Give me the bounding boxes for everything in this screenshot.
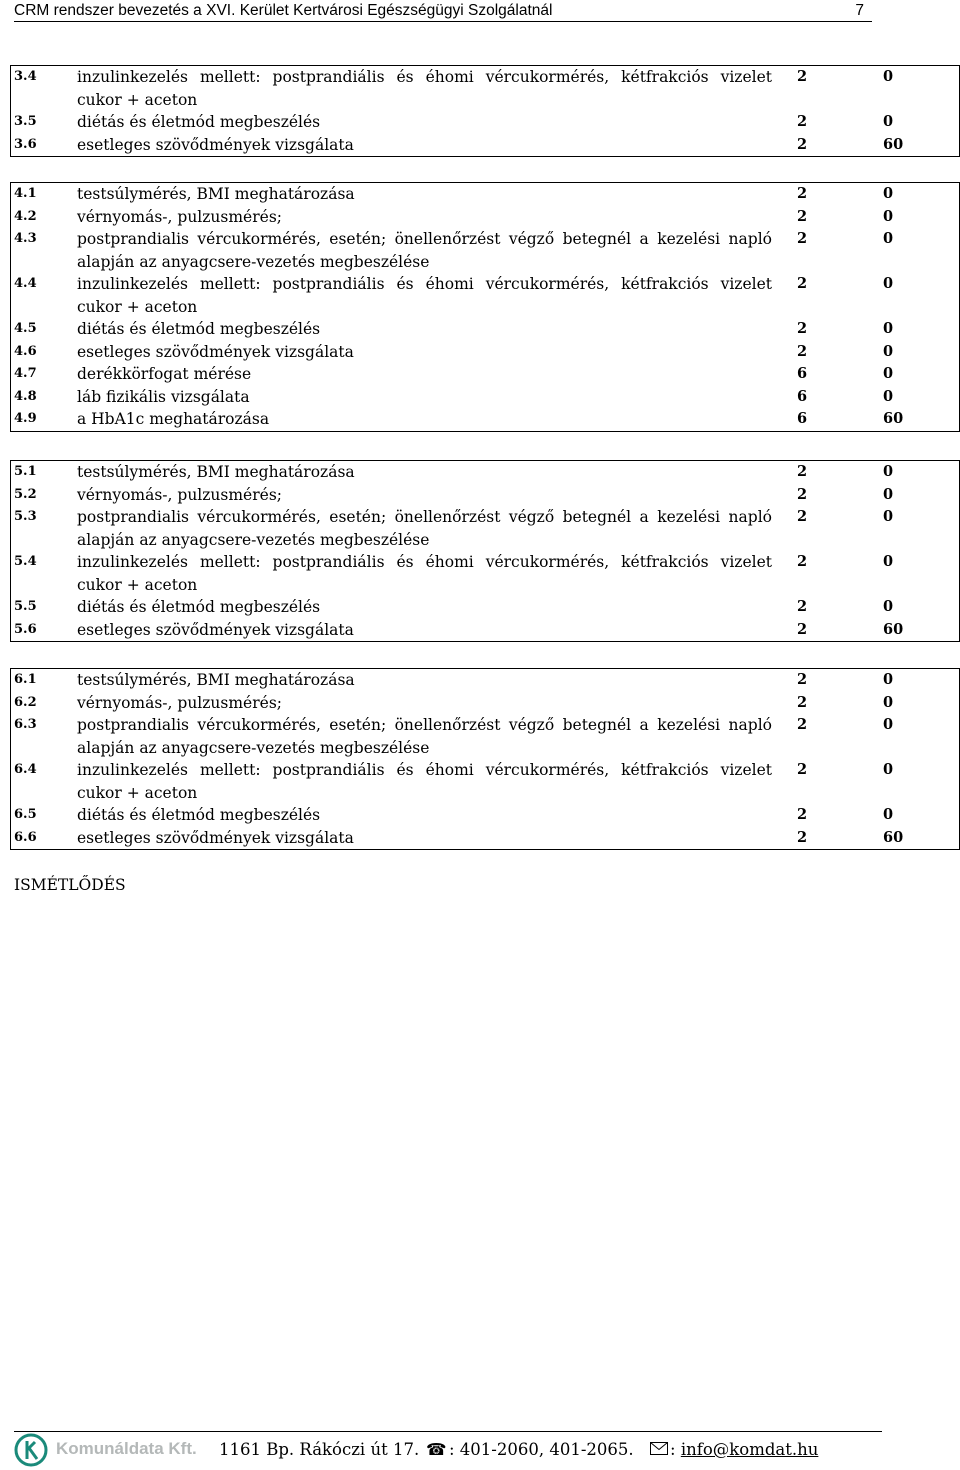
- row-number: 3.4: [14, 69, 37, 84]
- table-row: [11, 408, 959, 431]
- row-number: 6.2: [14, 694, 37, 710]
- table-row: [11, 804, 959, 827]
- table-row: [11, 341, 959, 364]
- row-number: 4.8: [14, 388, 37, 404]
- row-number: 6.4: [14, 762, 37, 777]
- row-number: 6.3: [14, 717, 37, 732]
- row-value-b: 0: [883, 68, 894, 85]
- row-value-b: 0: [883, 716, 894, 733]
- row-value-b: 60: [883, 135, 904, 153]
- row-value-a: 2: [797, 485, 808, 503]
- table-row: [11, 759, 959, 804]
- row-description: vérnyomás-, pulzusmérés;: [77, 693, 282, 712]
- row-value-b: 0: [883, 553, 894, 570]
- email-line: [670, 1440, 818, 1459]
- row-value-b: 0: [883, 185, 894, 202]
- footer-divider: [14, 1431, 882, 1432]
- row-number: 4.6: [14, 343, 37, 359]
- row-description: esetleges szövődmények vizsgálata: [77, 620, 354, 639]
- row-value-a: 2: [797, 553, 808, 570]
- row-number: 6.6: [14, 829, 37, 845]
- row-number: 5.5: [14, 599, 37, 614]
- row-value-b: 0: [883, 365, 894, 382]
- row-value-b: 0: [883, 508, 894, 525]
- row-value-a: 2: [797, 671, 808, 688]
- row-description: láb fizikális vizsgálata: [77, 387, 250, 406]
- row-value-a: 2: [797, 275, 808, 292]
- company-logo-icon: [14, 1433, 50, 1467]
- row-value-b: 0: [883, 207, 894, 225]
- row-number: 4.4: [14, 276, 37, 291]
- table-row: [11, 827, 959, 850]
- row-description: a HbA1c meghatározása: [77, 410, 270, 428]
- row-number: 5.4: [14, 554, 37, 569]
- row-value-a: 2: [797, 342, 808, 360]
- email-link[interactable]: info@komdat.hu: [680, 1440, 819, 1459]
- envelope-icon: [650, 1442, 668, 1455]
- row-value-a: 2: [797, 68, 808, 85]
- table-row: [11, 318, 959, 341]
- section-heading-repeat: ISMÉTLŐDÉS: [14, 876, 126, 894]
- row-description: inzulinkezelés mellett: postprandiális és éhomi vércukormérés, kétfrakciós vizelet cukor + aceton: [77, 553, 772, 594]
- checklist-table: [10, 668, 960, 850]
- row-number: 3.6: [14, 136, 37, 152]
- row-number: 5.3: [14, 509, 37, 524]
- row-description: postprandialis vércukormérés, esetén; önellenőrzést végző betegnél a kezelési napló alapján az anyagcsere-vezetés megbeszélése: [77, 716, 772, 757]
- row-number: 4.1: [14, 186, 37, 201]
- row-value-a: 2: [797, 230, 808, 247]
- table-row: [11, 461, 959, 484]
- row-number: 6.5: [14, 807, 37, 822]
- row-number: 5.2: [14, 486, 37, 502]
- row-value-a: 2: [797, 320, 808, 337]
- table-row: [11, 111, 959, 134]
- page-header: [14, 0, 872, 22]
- row-description: postprandialis vércukormérés, esetén; önellenőrzést végző betegnél a kezelési napló alapján az anyagcsere-vezetés megbeszélése: [77, 508, 772, 549]
- table-row: [11, 714, 959, 759]
- row-description: diétás és életmód megbeszélés: [77, 598, 321, 616]
- row-description: esetleges szövődmények vizsgálata: [77, 135, 354, 154]
- row-value-b: 0: [883, 463, 894, 480]
- table-row: [11, 183, 959, 206]
- row-value-a: 2: [797, 113, 808, 130]
- row-value-a: 2: [797, 693, 808, 711]
- row-description: inzulinkezelés mellett: postprandiális és éhomi vércukormérés, kétfrakciós vizelet cukor + aceton: [77, 68, 772, 109]
- row-description: diétás és életmód megbeszélés: [77, 320, 321, 338]
- row-value-b: 60: [883, 410, 904, 427]
- row-description: testsúlymérés, BMI meghatározása: [77, 671, 355, 689]
- table-row: [11, 363, 959, 386]
- table-row: [11, 134, 959, 157]
- row-value-a: 2: [797, 716, 808, 733]
- row-number: 4.3: [14, 231, 37, 246]
- table-row: [11, 596, 959, 619]
- row-value-b: 0: [883, 693, 894, 711]
- row-value-a: 2: [797, 463, 808, 480]
- row-description: vérnyomás-, pulzusmérés;: [77, 207, 282, 226]
- phone-numbers: : 401-2060, 401-2065.: [449, 1440, 634, 1459]
- row-value-b: 60: [883, 828, 904, 846]
- row-value-b: 0: [883, 113, 894, 130]
- row-value-a: 2: [797, 806, 808, 823]
- row-value-b: 0: [883, 320, 894, 337]
- row-value-a: 2: [797, 207, 808, 225]
- checklist-table: [10, 460, 960, 642]
- row-number: 4.5: [14, 321, 37, 336]
- row-value-b: 0: [883, 275, 894, 292]
- row-number: 3.5: [14, 114, 37, 129]
- row-value-b: 0: [883, 387, 894, 405]
- table-row: [11, 66, 959, 111]
- table-row: [11, 484, 959, 507]
- table-row: [11, 273, 959, 318]
- company-name: Komunáldata Kft.: [56, 1439, 197, 1458]
- phone-icon: ☎: [426, 1440, 447, 1459]
- row-description: vérnyomás-, pulzusmérés;: [77, 485, 282, 504]
- row-description: diétás és életmód megbeszélés: [77, 806, 321, 824]
- checklist-table: [10, 182, 960, 432]
- row-description: postprandialis vércukormérés, esetén; önellenőrzést végző betegnél a kezelési napló alapján az anyagcsere-vezetés megbeszélése: [77, 230, 772, 271]
- row-number: 4.7: [14, 366, 37, 381]
- document-title: CRM rendszer bevezetés a XVI. Kerület Kertvárosi Egészségügyi Szolgálatnál: [14, 2, 553, 19]
- row-description: testsúlymérés, BMI meghatározása: [77, 463, 355, 481]
- checklist-table: [10, 65, 960, 157]
- table-row: [11, 692, 959, 715]
- email-prefix: :: [670, 1440, 676, 1459]
- row-description: inzulinkezelés mellett: postprandiális és éhomi vércukormérés, kétfrakciós vizelet cukor + aceton: [77, 275, 772, 316]
- row-value-b: 0: [883, 230, 894, 247]
- table-row: [11, 228, 959, 273]
- row-value-a: 2: [797, 620, 808, 638]
- row-value-a: 2: [797, 185, 808, 202]
- row-value-a: 6: [797, 410, 808, 427]
- row-value-b: 0: [883, 598, 894, 615]
- row-number: 4.9: [14, 411, 37, 426]
- page-number: 7: [855, 2, 864, 19]
- row-description: diétás és életmód megbeszélés: [77, 113, 321, 131]
- row-number: 5.1: [14, 464, 37, 479]
- row-value-a: 6: [797, 365, 808, 382]
- row-value-b: 60: [883, 620, 904, 638]
- table-row: [11, 551, 959, 596]
- row-value-b: 0: [883, 761, 894, 778]
- row-value-a: 2: [797, 135, 808, 153]
- row-number: 6.1: [14, 672, 37, 687]
- row-value-a: 6: [797, 387, 808, 405]
- row-value-a: 2: [797, 761, 808, 778]
- table-row: [11, 669, 959, 692]
- row-value-a: 2: [797, 598, 808, 615]
- row-value-b: 0: [883, 485, 894, 503]
- row-value-a: 2: [797, 508, 808, 525]
- table-row: [11, 619, 959, 642]
- row-description: inzulinkezelés mellett: postprandiális és éhomi vércukormérés, kétfrakciós vizelet cukor + aceton: [77, 761, 772, 802]
- row-number: 5.6: [14, 621, 37, 637]
- table-row: [11, 206, 959, 229]
- row-description: derékkörfogat mérése: [77, 365, 252, 383]
- row-value-b: 0: [883, 671, 894, 688]
- row-value-b: 0: [883, 342, 894, 360]
- table-row: [11, 386, 959, 409]
- row-number: 4.2: [14, 208, 37, 224]
- row-value-b: 0: [883, 806, 894, 823]
- page-footer: [14, 1433, 944, 1467]
- row-description: esetleges szövődmények vizsgálata: [77, 828, 354, 847]
- company-address: 1161 Bp. Rákóczi út 17.: [219, 1440, 420, 1459]
- row-value-a: 2: [797, 828, 808, 846]
- table-row: [11, 506, 959, 551]
- row-description: testsúlymérés, BMI meghatározása: [77, 185, 355, 203]
- row-description: esetleges szövődmények vizsgálata: [77, 342, 354, 361]
